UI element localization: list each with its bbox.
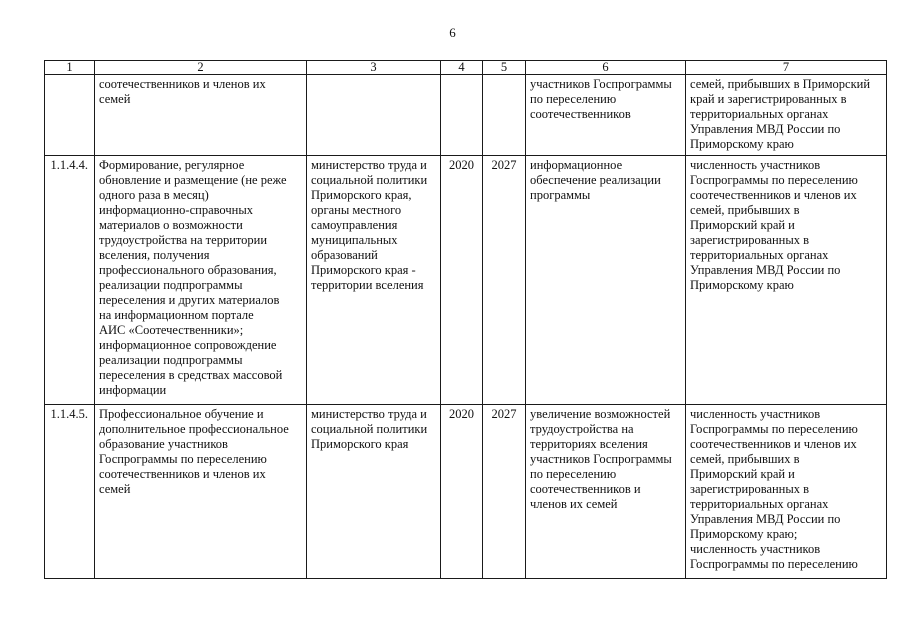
expected-result-cell: информационное обеспечение реализации программы: [526, 156, 686, 405]
column-header: 6: [526, 61, 686, 75]
measure-number-cell: 1.1.4.4.: [45, 156, 95, 405]
column-header: 3: [307, 61, 441, 75]
start-year-cell: [441, 75, 483, 156]
end-year-cell: [483, 75, 526, 156]
program-measures-table: [44, 60, 887, 579]
column-header: 5: [483, 61, 526, 75]
measure-description-cell: Формирование, регулярное обновление и размещение (не реже одного раза в месяц) информационно-справочных материалов о возможности трудоустройства на территории вселения, получения профессионального образования, реализации подпрограммы переселения и других материалов на информационном портале АИС «Соотечественники»; информационное сопровождение реализации подпрограммы переселения в средствах массовой информации: [95, 156, 307, 405]
table-row: [45, 405, 887, 579]
column-header: 7: [686, 61, 887, 75]
expected-result-cell: участников Госпрограммы по переселению соотечественников: [526, 75, 686, 156]
table-row: [45, 75, 887, 156]
start-year-cell: 2020: [441, 405, 483, 579]
start-year-cell: 2020: [441, 156, 483, 405]
indicator-cell: семей, прибывших в Приморский край и зарегистрированных в территориальных органах Управления МВД России по Приморскому краю: [686, 75, 887, 156]
executor-cell: министерство труда и социальной политики Приморского края, органы местного самоуправления муниципальных образований Приморского края - территории вселения: [307, 156, 441, 405]
measure-description-cell: соотечественников и членов их семей: [95, 75, 307, 156]
measure-number-cell: 1.1.4.5.: [45, 405, 95, 579]
measure-description-cell: Профессиональное обучение и дополнительное профессиональное образование участников Госпрограммы по переселению соотечественников и членов их семей: [95, 405, 307, 579]
indicator-cell: численность участников Госпрограммы по переселению соотечественников и членов их семей, прибывших в Приморский край и зарегистрированных в территориальных органах Управления МВД России по Приморскому краю; численность участников Госпрограммы по переселению: [686, 405, 887, 579]
column-header: 4: [441, 61, 483, 75]
column-header: 2: [95, 61, 307, 75]
end-year-cell: 2027: [483, 156, 526, 405]
indicator-cell: численность участников Госпрограммы по переселению соотечественников и членов их семей, прибывших в Приморский край и зарегистрированных в территориальных органах Управления МВД России по Приморскому краю: [686, 156, 887, 405]
table-row: [45, 156, 887, 405]
expected-result-cell: увеличение возможностей трудоустройства на территориях вселения участников Госпрограммы по переселению соотечественников и членов их семей: [526, 405, 686, 579]
executor-cell: министерство труда и социальной политики Приморского края: [307, 405, 441, 579]
end-year-cell: 2027: [483, 405, 526, 579]
measure-number-cell: [45, 75, 95, 156]
executor-cell: [307, 75, 441, 156]
column-number-row: [45, 61, 887, 75]
column-header: 1: [45, 61, 95, 75]
page-number: 6: [449, 25, 456, 40]
